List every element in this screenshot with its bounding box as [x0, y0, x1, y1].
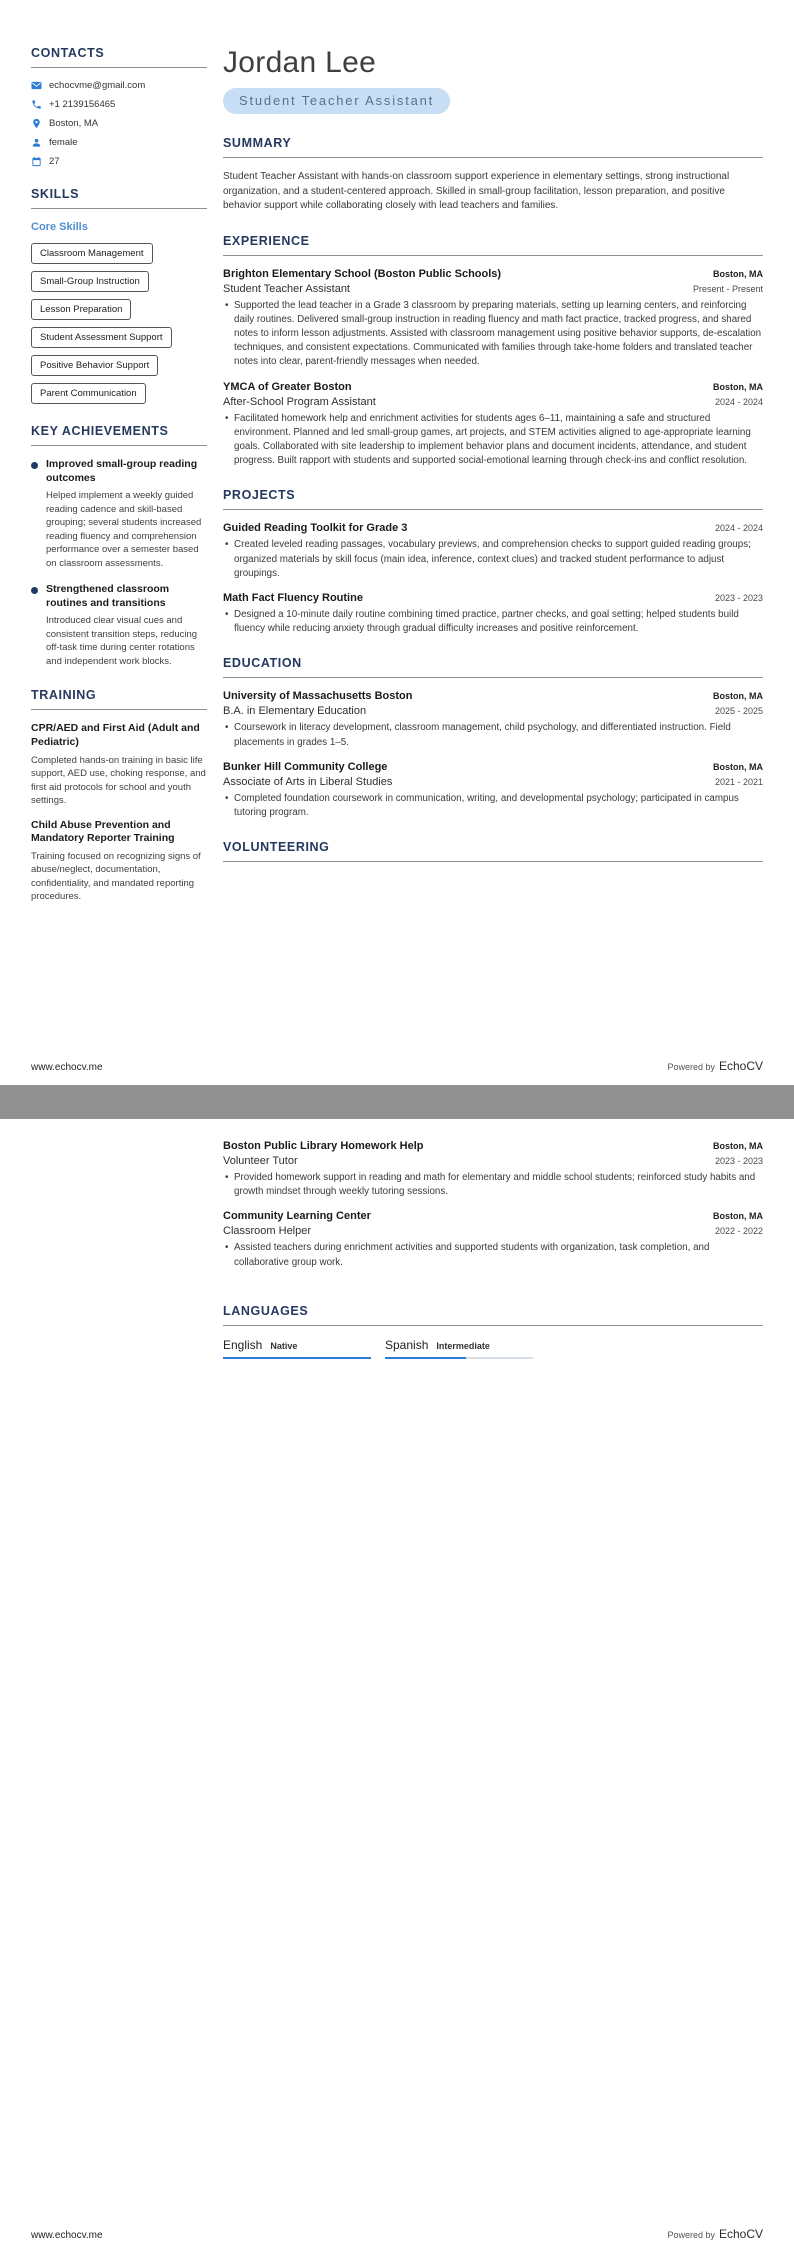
volunteering-dates: 2023 - 2023: [714, 1156, 763, 1166]
skill-chip: Classroom Management: [31, 243, 153, 264]
education-bullet: • Completed foundation coursework in communication, writing, and developmental psychology; participated in campus tutoring program.: [223, 792, 763, 820]
training-section: [31, 688, 207, 903]
experience-dates: Present - Present: [692, 283, 763, 294]
location-icon: [31, 118, 42, 129]
project-title: Math Fact Fluency Routine: [223, 591, 363, 604]
volunteering-location: Boston, MA: [713, 1141, 763, 1151]
volunteering-section-heading: [223, 840, 763, 862]
project-dates: 2023 - 2023: [714, 592, 763, 603]
phone-icon: [31, 99, 42, 110]
volunteering-entry: [223, 1210, 763, 1269]
powered-by-label: Powered by: [667, 2230, 715, 2240]
skills-section: [31, 187, 207, 404]
achievements-heading: KEY ACHIEVEMENTS: [31, 424, 207, 446]
project-entry: [223, 592, 763, 636]
page-1: [0, 0, 794, 1085]
bullet-dot-icon: [31, 462, 38, 469]
experience-section: [223, 234, 763, 469]
volunteering-bullet: • Provided homework support in reading and math for elementary and middle school students; reinforced study habits and growth mindset through weekly tutoring sessions.: [223, 1171, 763, 1199]
education-section: [223, 656, 763, 820]
languages-heading: LANGUAGES: [223, 1304, 763, 1326]
contacts-heading: CONTACTS: [31, 46, 207, 68]
volunteering-dates: 2022 - 2022: [714, 1226, 763, 1237]
title-badge: Student Teacher Assistant: [223, 88, 450, 114]
experience-role: Student Teacher Assistant: [223, 282, 350, 295]
skill-chip: Positive Behavior Support: [31, 355, 158, 376]
skills-heading: SKILLS: [31, 187, 207, 209]
gender-icon: [31, 137, 42, 148]
language-item: [385, 1338, 533, 1359]
language-name: English: [223, 1337, 263, 1352]
achievement-desc: Helped implement a weekly guided reading cadence and skill-based grouping; several students increased reading fluency and comprehension performance over a semester based on classroom assessments.: [46, 490, 202, 569]
training-heading: TRAINING: [31, 688, 207, 710]
contacts-section: [31, 46, 207, 167]
experience-bullet: • Supported the lead teacher in a Grade 3 classroom by preparing materials, setting up learning centers, and reinforcing daily routines. Delivered small-group instruction in reading fluency and math fact practice, tracked progress, and shared notes to inform lesson adjustments. Assisted with classroom management using positive behavior supports, de-escalation techniques, and consistent expectations. Communicated with families through take-home folders and translated teacher notes into clear, parent-friendly messages when needed.: [223, 299, 763, 370]
training-title: CPR/AED and First Aid (Adult and Pediatric): [31, 722, 200, 749]
volunteering-bullet: • Assisted teachers during enrichment activities and supported students with organization, task completion, and collaborative group work.: [223, 1241, 763, 1269]
language-proficiency-bar: [385, 1357, 533, 1359]
skills-group-label: Core Skills: [31, 221, 88, 233]
experience-role: After-School Program Assistant: [223, 395, 376, 408]
project-bullet: • Created leveled reading passages, vocabulary previews, and comprehension checks to support guided reading groups; organized materials by skill focus (main idea, inference, context clues) and tracked student performance to adjust groupings.: [223, 538, 763, 581]
contact-row-location: [31, 118, 207, 129]
education-degree: Associate of Arts in Liberal Studies: [223, 775, 393, 788]
experience-location: Boston, MA: [713, 381, 763, 392]
language-proficiency-fill: [385, 1357, 466, 1359]
skill-chip: Small-Group Instruction: [31, 271, 149, 292]
page2-main-column: [223, 1140, 763, 1359]
person-name: Jordan Lee: [223, 46, 377, 79]
footer-url-link[interactable]: www.echocv.me: [31, 2230, 103, 2241]
volunteering-role: Volunteer Tutor: [223, 1155, 298, 1167]
education-location: Boston, MA: [713, 691, 763, 702]
achievement-title: Strengthened classroom routines and transitions: [46, 583, 170, 609]
contact-row-gender: [31, 137, 207, 148]
achievement-item: [31, 458, 207, 570]
training-item: [31, 722, 207, 807]
training-item: [31, 819, 207, 904]
language-proficiency-bar: [223, 1357, 371, 1359]
contact-phone-text: +1 2139156465: [49, 99, 116, 110]
education-degree: B.A. in Elementary Education: [223, 705, 367, 718]
left-sidebar: [31, 46, 207, 915]
page-2: [0, 1119, 794, 2246]
language-item: [223, 1338, 371, 1359]
education-dates: 2021 - 2021: [714, 776, 763, 787]
page2-footer: [31, 2227, 763, 2241]
experience-heading: EXPERIENCE: [223, 234, 763, 256]
education-school: University of Massachusetts Boston: [223, 690, 413, 703]
project-dates: 2024 - 2024: [714, 523, 763, 534]
experience-company: Brighton Elementary School (Boston Public Schools): [223, 267, 502, 280]
volunteering-role: Classroom Helper: [223, 1225, 312, 1238]
achievement-item: [31, 583, 207, 668]
projects-heading: PROJECTS: [223, 488, 763, 510]
summary-heading: SUMMARY: [223, 136, 763, 158]
volunteering-org: Boston Public Library Homework Help: [223, 1140, 424, 1152]
experience-company: YMCA of Greater Boston: [223, 380, 352, 393]
contact-email-text[interactable]: echocvme@gmail.com: [49, 80, 146, 91]
training-desc: Training focused on recognizing signs of abuse/neglect, documentation, confidentiality, and mandated reporting procedures.: [31, 850, 201, 903]
contact-age-text: 27: [49, 156, 60, 167]
training-desc: Completed hands-on training in basic life support, AED use, choking response, and first aid protocols for school and youth settings.: [31, 754, 206, 807]
education-entry: [223, 761, 763, 820]
education-bullet: • Coursework in literacy development, classroom management, child psychology, and differentiated instruction. Field placements in grades 1–5.: [223, 721, 763, 749]
volunteering-entry: [223, 1140, 763, 1199]
languages-section: [223, 1304, 763, 1359]
experience-location: Boston, MA: [713, 268, 763, 279]
main-column: [223, 46, 763, 915]
page1-footer: [31, 1059, 763, 1073]
contact-row-email: [31, 80, 207, 91]
volunteering-location: Boston, MA: [713, 1211, 763, 1222]
powered-by-label: Powered by: [667, 1062, 715, 1072]
contact-row-age: [31, 156, 207, 167]
skill-chip: Student Assessment Support: [31, 327, 172, 348]
volunteering-org: Community Learning Center: [223, 1210, 371, 1223]
echocv-brand: EchoCV: [718, 2227, 763, 2241]
bullet-dot-icon: [31, 587, 38, 594]
experience-dates: 2024 - 2024: [714, 396, 763, 407]
achievement-desc: Introduced clear visual cues and consistent transition steps, reducing off-task time during center rotations and independent work blocks.: [46, 615, 198, 667]
project-entry: [223, 522, 763, 581]
experience-bullet: • Facilitated homework help and enrichment activities for students ages 6–11, maintaining a safe and structured environment. Planned and led small-group games, art projects, and STEM activities aligned to age-appropriate learning goals. Collaborated with site leadership to implement behavior plans and document incidents, attendance, and student progress. Built rapport with students and supported social-emotional learning through check-ins and conflict resolution.: [223, 412, 763, 469]
experience-entry: [223, 381, 763, 469]
contact-gender-text: female: [49, 137, 78, 148]
achievement-title: Improved small-group reading outcomes: [46, 458, 198, 484]
skill-chip: Parent Communication: [31, 383, 146, 404]
projects-section: [223, 488, 763, 636]
experience-entry: [223, 268, 763, 370]
achievements-section: [31, 424, 207, 668]
echocv-brand: EchoCV: [718, 1059, 763, 1073]
language-name: Spanish: [385, 1337, 429, 1352]
volunteering-heading: VOLUNTEERING: [223, 840, 763, 862]
project-title: Guided Reading Toolkit for Grade 3: [223, 522, 408, 535]
education-school: Bunker Hill Community College: [223, 760, 388, 773]
education-heading: EDUCATION: [223, 656, 763, 678]
training-title: Child Abuse Prevention and Mandatory Reporter Training: [31, 818, 175, 845]
language-level: Intermediate: [436, 1340, 490, 1351]
contact-location-text: Boston, MA: [49, 118, 99, 129]
page-separator: [0, 1085, 794, 1119]
project-bullet: • Designed a 10-minute daily routine combining timed practice, partner checks, and goal setting; helped students build fluency while reducing anxiety through gradual difficulty increases and positive reinforcement.: [223, 608, 763, 636]
contact-row-phone: [31, 99, 207, 110]
skill-chip: Lesson Preparation: [31, 299, 131, 320]
language-proficiency-fill: [223, 1357, 371, 1359]
summary-section: [223, 136, 763, 214]
footer-url-link[interactable]: www.echocv.me: [31, 1062, 103, 1073]
education-entry: [223, 690, 763, 749]
education-location: Boston, MA: [713, 761, 763, 772]
email-icon: [31, 80, 42, 91]
age-icon: [31, 156, 42, 167]
language-level: Native: [270, 1340, 298, 1351]
summary-text: Student Teacher Assistant with hands-on classroom support experience in elementary settings, strong instructional organization, and a student-centered approach. Skilled in small-group facilitation, lesson preparation, and positive behavior support while collaborating closely with lead teachers and families.: [223, 171, 730, 211]
education-dates: 2025 - 2025: [714, 706, 763, 717]
